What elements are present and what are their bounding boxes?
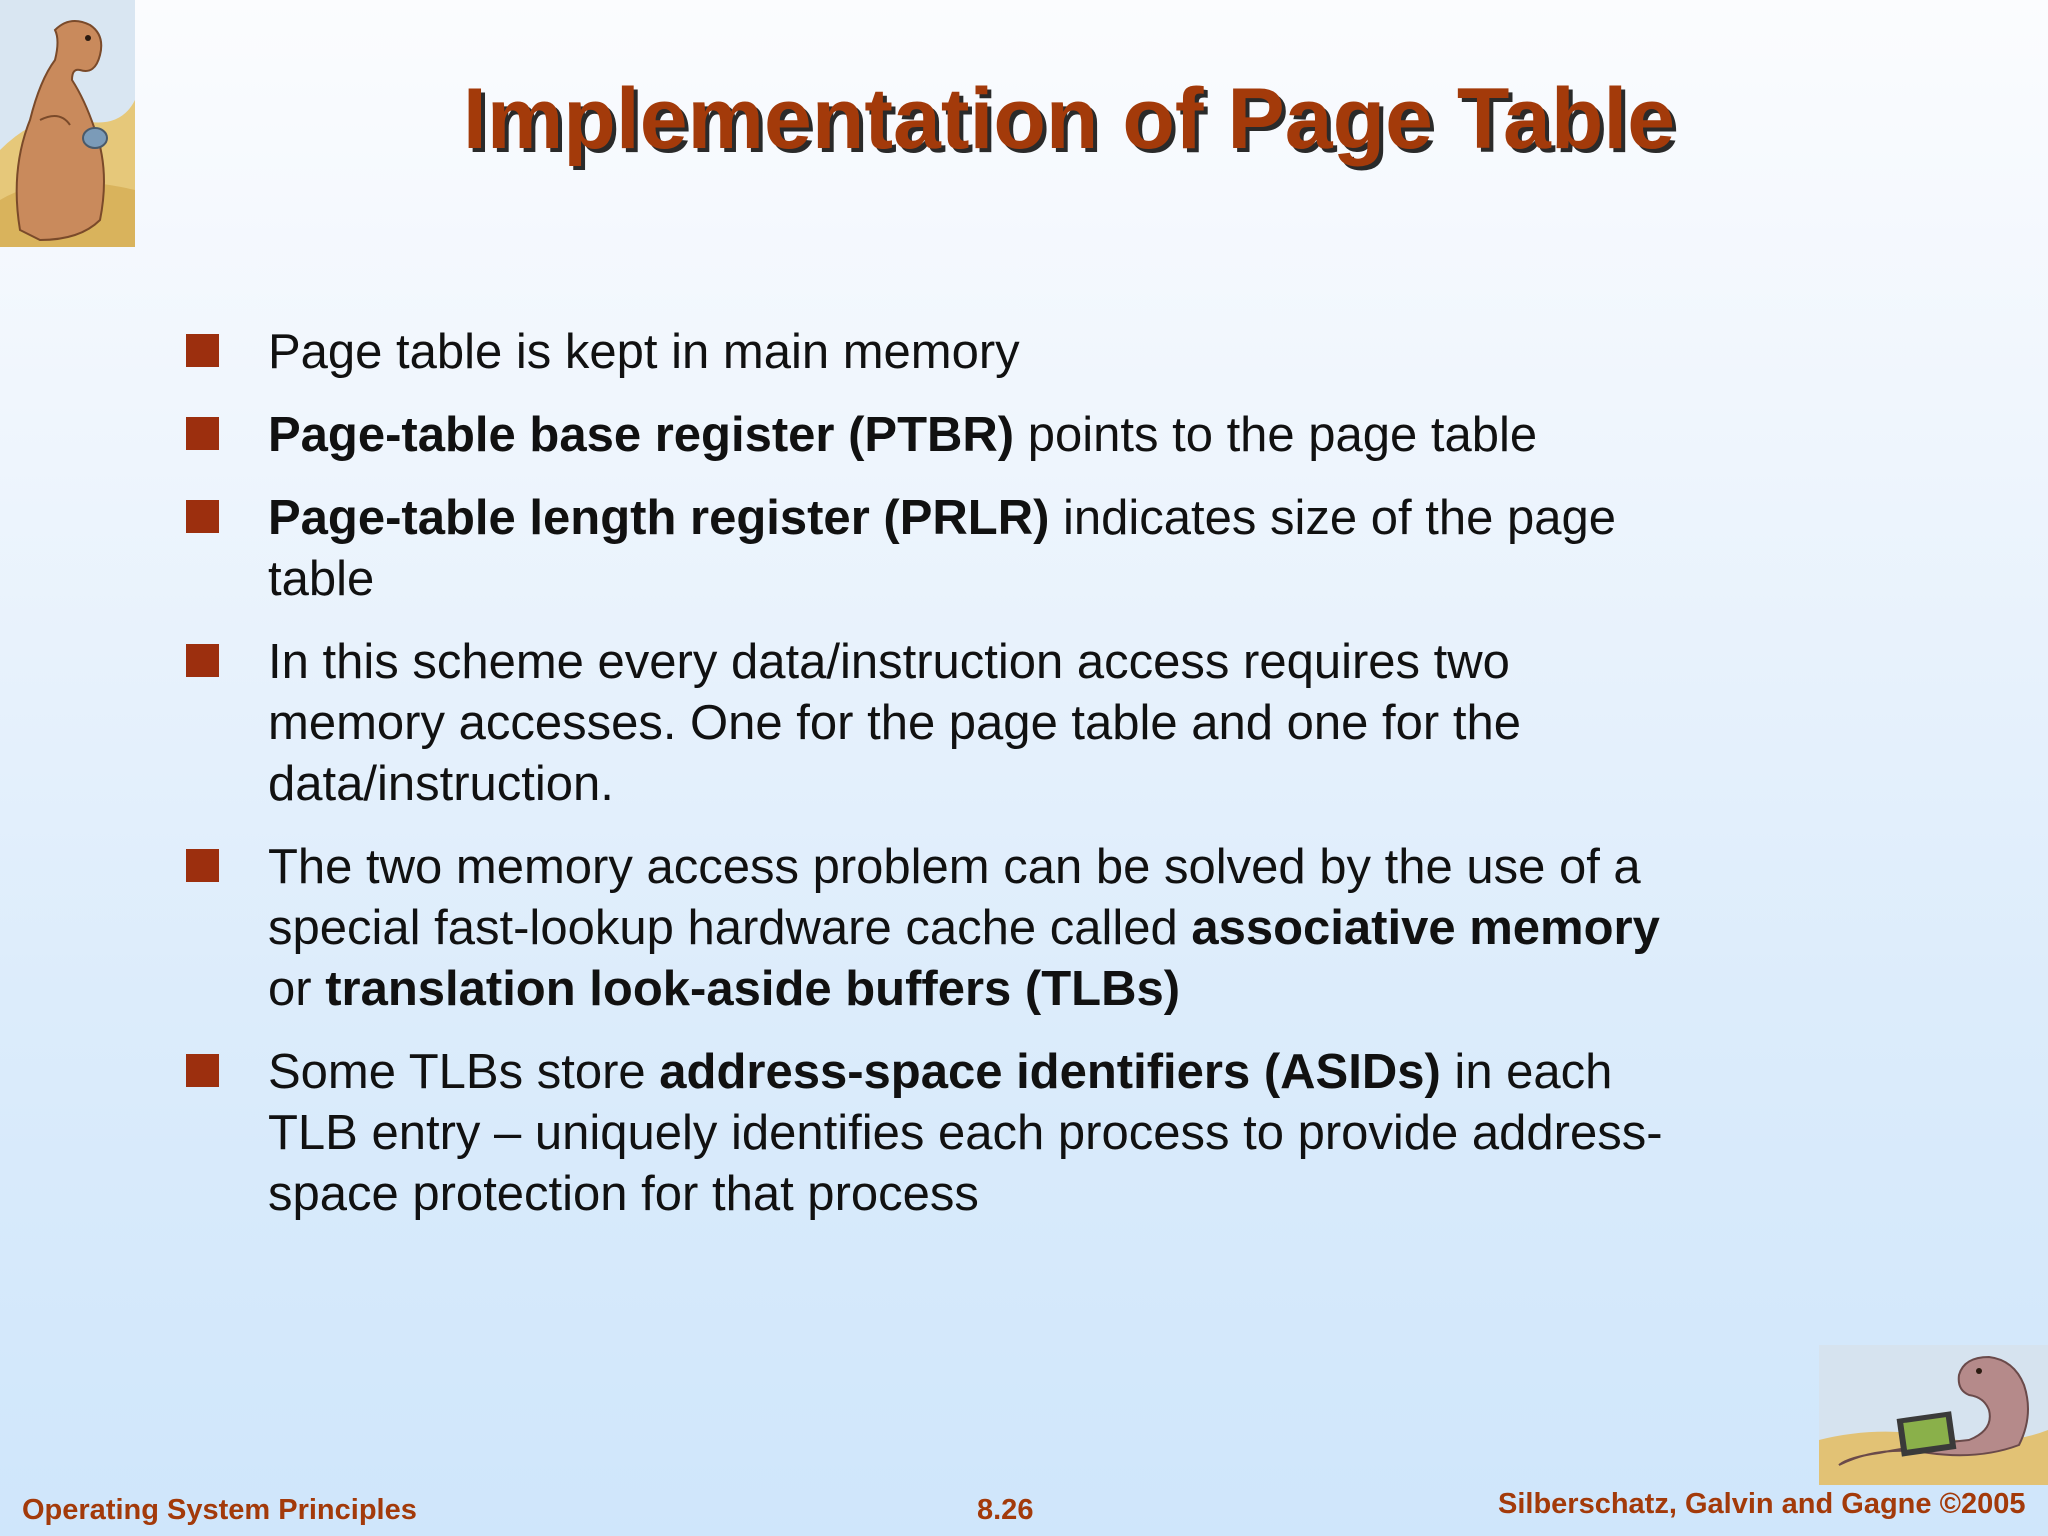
bullet-square-icon xyxy=(186,500,219,533)
bullet-item xyxy=(186,488,1686,610)
bullet-text-segment: or xyxy=(268,962,326,1016)
bullet-text xyxy=(268,1045,1663,1221)
bullet-square-icon xyxy=(186,417,219,450)
bullet-text-segment: Page table is kept in main memory xyxy=(268,325,1020,379)
bullet-text-segment: Some TLBs store xyxy=(268,1045,660,1099)
bullet-list xyxy=(186,322,1686,1247)
bullet-text xyxy=(268,408,1537,462)
bullet-text-segment: The two memory access problem can be solved by the use of a special fast-lookup hardware cache called xyxy=(268,840,1641,955)
slide-title: Implementation of Page Table xyxy=(462,71,1676,167)
bullet-text-segment: In this scheme every data/instruction access requires two memory accesses. One for the page table and one for the data/instruction. xyxy=(268,635,1521,811)
bullet-square-icon xyxy=(186,644,219,677)
bullet-bold-term: address-space identifiers (ASIDs) xyxy=(659,1045,1441,1099)
bullet-item xyxy=(186,405,1686,466)
bullet-item xyxy=(186,632,1686,815)
footer-course-title: Operating System Principles xyxy=(22,1494,417,1526)
bullet-text xyxy=(268,840,1660,1016)
bullet-bold-term: Page-table base register (PTBR) xyxy=(268,408,1015,462)
bullet-square-icon xyxy=(186,849,219,882)
bullet-bold-term: translation look-aside buffers (TLBs) xyxy=(325,962,1181,1016)
bullet-text-segment: indicates size of the page table xyxy=(268,491,1616,606)
bullet-bold-term: Page-table length register (PRLR) xyxy=(268,491,1050,545)
bullet-square-icon xyxy=(186,334,219,367)
bullet-square-icon xyxy=(186,1054,219,1087)
footer-slide-number: 8.26 xyxy=(977,1494,1034,1526)
bullet-text-segment: points to the page table xyxy=(1014,408,1538,462)
bullet-item xyxy=(186,1042,1686,1225)
bullet-text-segment: in each TLB entry – uniquely identifies each process to provide address-space protection for that process xyxy=(268,1045,1663,1221)
bullet-item xyxy=(186,322,1686,383)
bullet-text xyxy=(268,325,1020,379)
bullet-text xyxy=(268,491,1616,606)
dinosaur-illustration-bottom-right xyxy=(1819,1345,2048,1485)
bullet-item xyxy=(186,837,1686,1020)
bullet-bold-term: associative memory xyxy=(1191,901,1660,955)
bullet-text xyxy=(268,635,1521,811)
footer-copyright: Silberschatz, Galvin and Gagne ©2005 xyxy=(1498,1488,2026,1520)
